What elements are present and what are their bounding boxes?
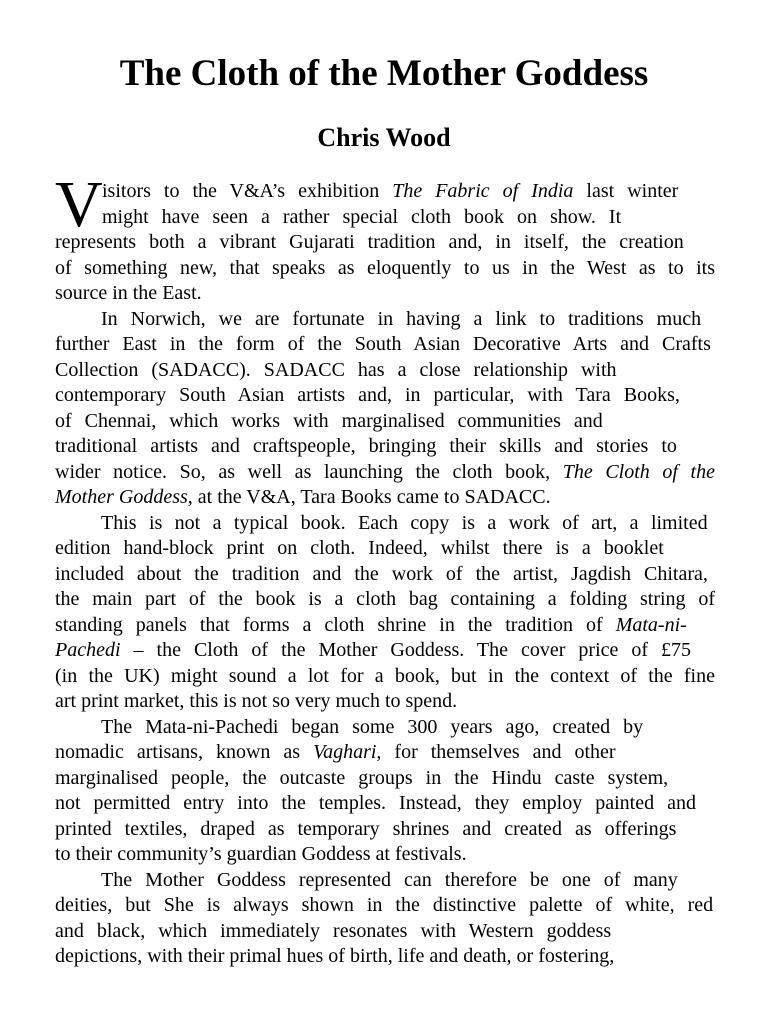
text-line-content: nomadic artisans, known as Vaghari, for themselves and other <box>55 741 616 763</box>
text-line-content: This is not a typical book. Each copy is a work of art, a limited <box>101 511 708 534</box>
text-line <box>55 613 715 639</box>
text-line-content: Pachedi – the Cloth of the Mother Goddess. The cover price of £75 <box>55 639 692 661</box>
text-line <box>55 511 715 537</box>
text-line <box>55 409 715 435</box>
text-line <box>55 358 715 384</box>
text-line <box>55 485 715 511</box>
italic-text: Pachedi <box>55 639 121 661</box>
text-line-content: In Norwich, we are fortunate in having a link to traditions much <box>101 307 702 330</box>
text-line <box>55 638 715 664</box>
text-line <box>55 562 715 588</box>
text-line <box>55 205 715 231</box>
text-line <box>55 460 715 486</box>
italic-text: The Cloth of the <box>562 460 715 483</box>
text-line <box>55 434 715 460</box>
text-line-content: marginalised people, the outcaste groups in the Hindu caste system, <box>55 766 669 789</box>
text-line-content: to their community’s guardian Goddess at festivals. <box>55 843 467 865</box>
text-line <box>55 281 715 307</box>
text-line-content: Mother Goddess, at the V&A, Tara Books came to SADACC. <box>55 486 551 508</box>
article-author: Chris Wood <box>317 123 451 152</box>
text-line-content: art print market, this is not so very much to spend. <box>55 690 458 712</box>
drop-cap: V <box>55 168 103 241</box>
text-line <box>55 791 715 817</box>
text-line <box>55 715 715 741</box>
article-body <box>55 168 715 970</box>
text-line <box>55 307 715 333</box>
text-line-content: represents both a vibrant Gujarati tradition and, in itself, the creation <box>55 231 684 253</box>
text-line-content: and black, which immediately resonates with Western goddess <box>55 919 612 942</box>
text-line-content: might have seen a rather special cloth book on show. It <box>102 205 622 228</box>
italic-text: The Fabric of India <box>392 180 574 202</box>
text-line <box>55 332 715 358</box>
text-line-content: traditional artists and craftspeople, bringing their skills and stories to <box>55 435 677 457</box>
article-lines <box>55 179 715 970</box>
text-line-content: contemporary South Asian artists and, in particular, with Tara Books, <box>55 384 680 406</box>
text-line-content: deities, but She is always shown in the distinctive palette of white, red <box>55 894 714 916</box>
text-line <box>55 817 715 843</box>
text-line-content: isitors to the V&A’s exhibition The Fabric of India last winter <box>102 180 679 202</box>
text-line <box>55 919 715 945</box>
text-line <box>55 664 715 690</box>
text-line-content: of Chennai, which works with marginalised communities and <box>55 409 603 432</box>
text-line-content: not permitted entry into the temples. Instead, they employ painted and <box>55 792 696 814</box>
text-line <box>55 944 715 970</box>
text-line <box>55 689 715 715</box>
text-line-content: edition hand-block print on cloth. Indeed, whilst there is a booklet <box>55 537 664 559</box>
text-line-content: (in the UK) might sound a lot for a book, but in the context of the fine <box>55 664 715 687</box>
text-line-content: of something new, that speaks as eloquently to us in the West as to its <box>55 256 715 279</box>
text-line <box>55 740 715 766</box>
text-line <box>55 766 715 792</box>
text-line <box>55 587 715 613</box>
text-line <box>55 536 715 562</box>
text-line-content: the main part of the book is a cloth bag containing a folding string of <box>55 588 715 610</box>
text-line-content: further East in the form of the South Asian Decorative Arts and Crafts <box>55 333 711 355</box>
text-line <box>55 230 715 256</box>
text-line-content: The Mother Goddess represented can therefore be one of many <box>101 868 678 891</box>
text-line <box>55 383 715 409</box>
text-line-content: The Mata-ni-Pachedi began some 300 years ago, created by <box>101 715 644 738</box>
italic-text: Vaghari <box>313 741 377 763</box>
article-title: The Cloth of the Mother Goddess <box>119 53 649 94</box>
text-line-content: included about the tradition and the work of the artist, Jagdish Chitara, <box>55 562 708 585</box>
italic-text: Mata-ni- <box>615 613 687 636</box>
text-line <box>55 893 715 919</box>
text-line-content: depictions, with their primal hues of birth, life and death, or fostering, <box>55 945 615 967</box>
italic-text: Mother Goddess <box>55 486 188 508</box>
text-line-content: wider notice. So, as well as launching the cloth book, The Cloth of the <box>55 460 715 483</box>
text-line-content: Collection (SADACC). SADACC has a close relationship with <box>55 358 617 381</box>
text-line-content: source in the East. <box>55 282 202 304</box>
text-line-content: standing panels that forms a cloth shrine in the tradition of Mata-ni- <box>55 613 687 636</box>
text-line <box>55 868 715 894</box>
text-line <box>55 842 715 868</box>
text-line <box>55 179 715 205</box>
text-line <box>55 256 715 282</box>
text-line-content: printed textiles, draped as temporary shrines and created as offerings <box>55 817 677 840</box>
